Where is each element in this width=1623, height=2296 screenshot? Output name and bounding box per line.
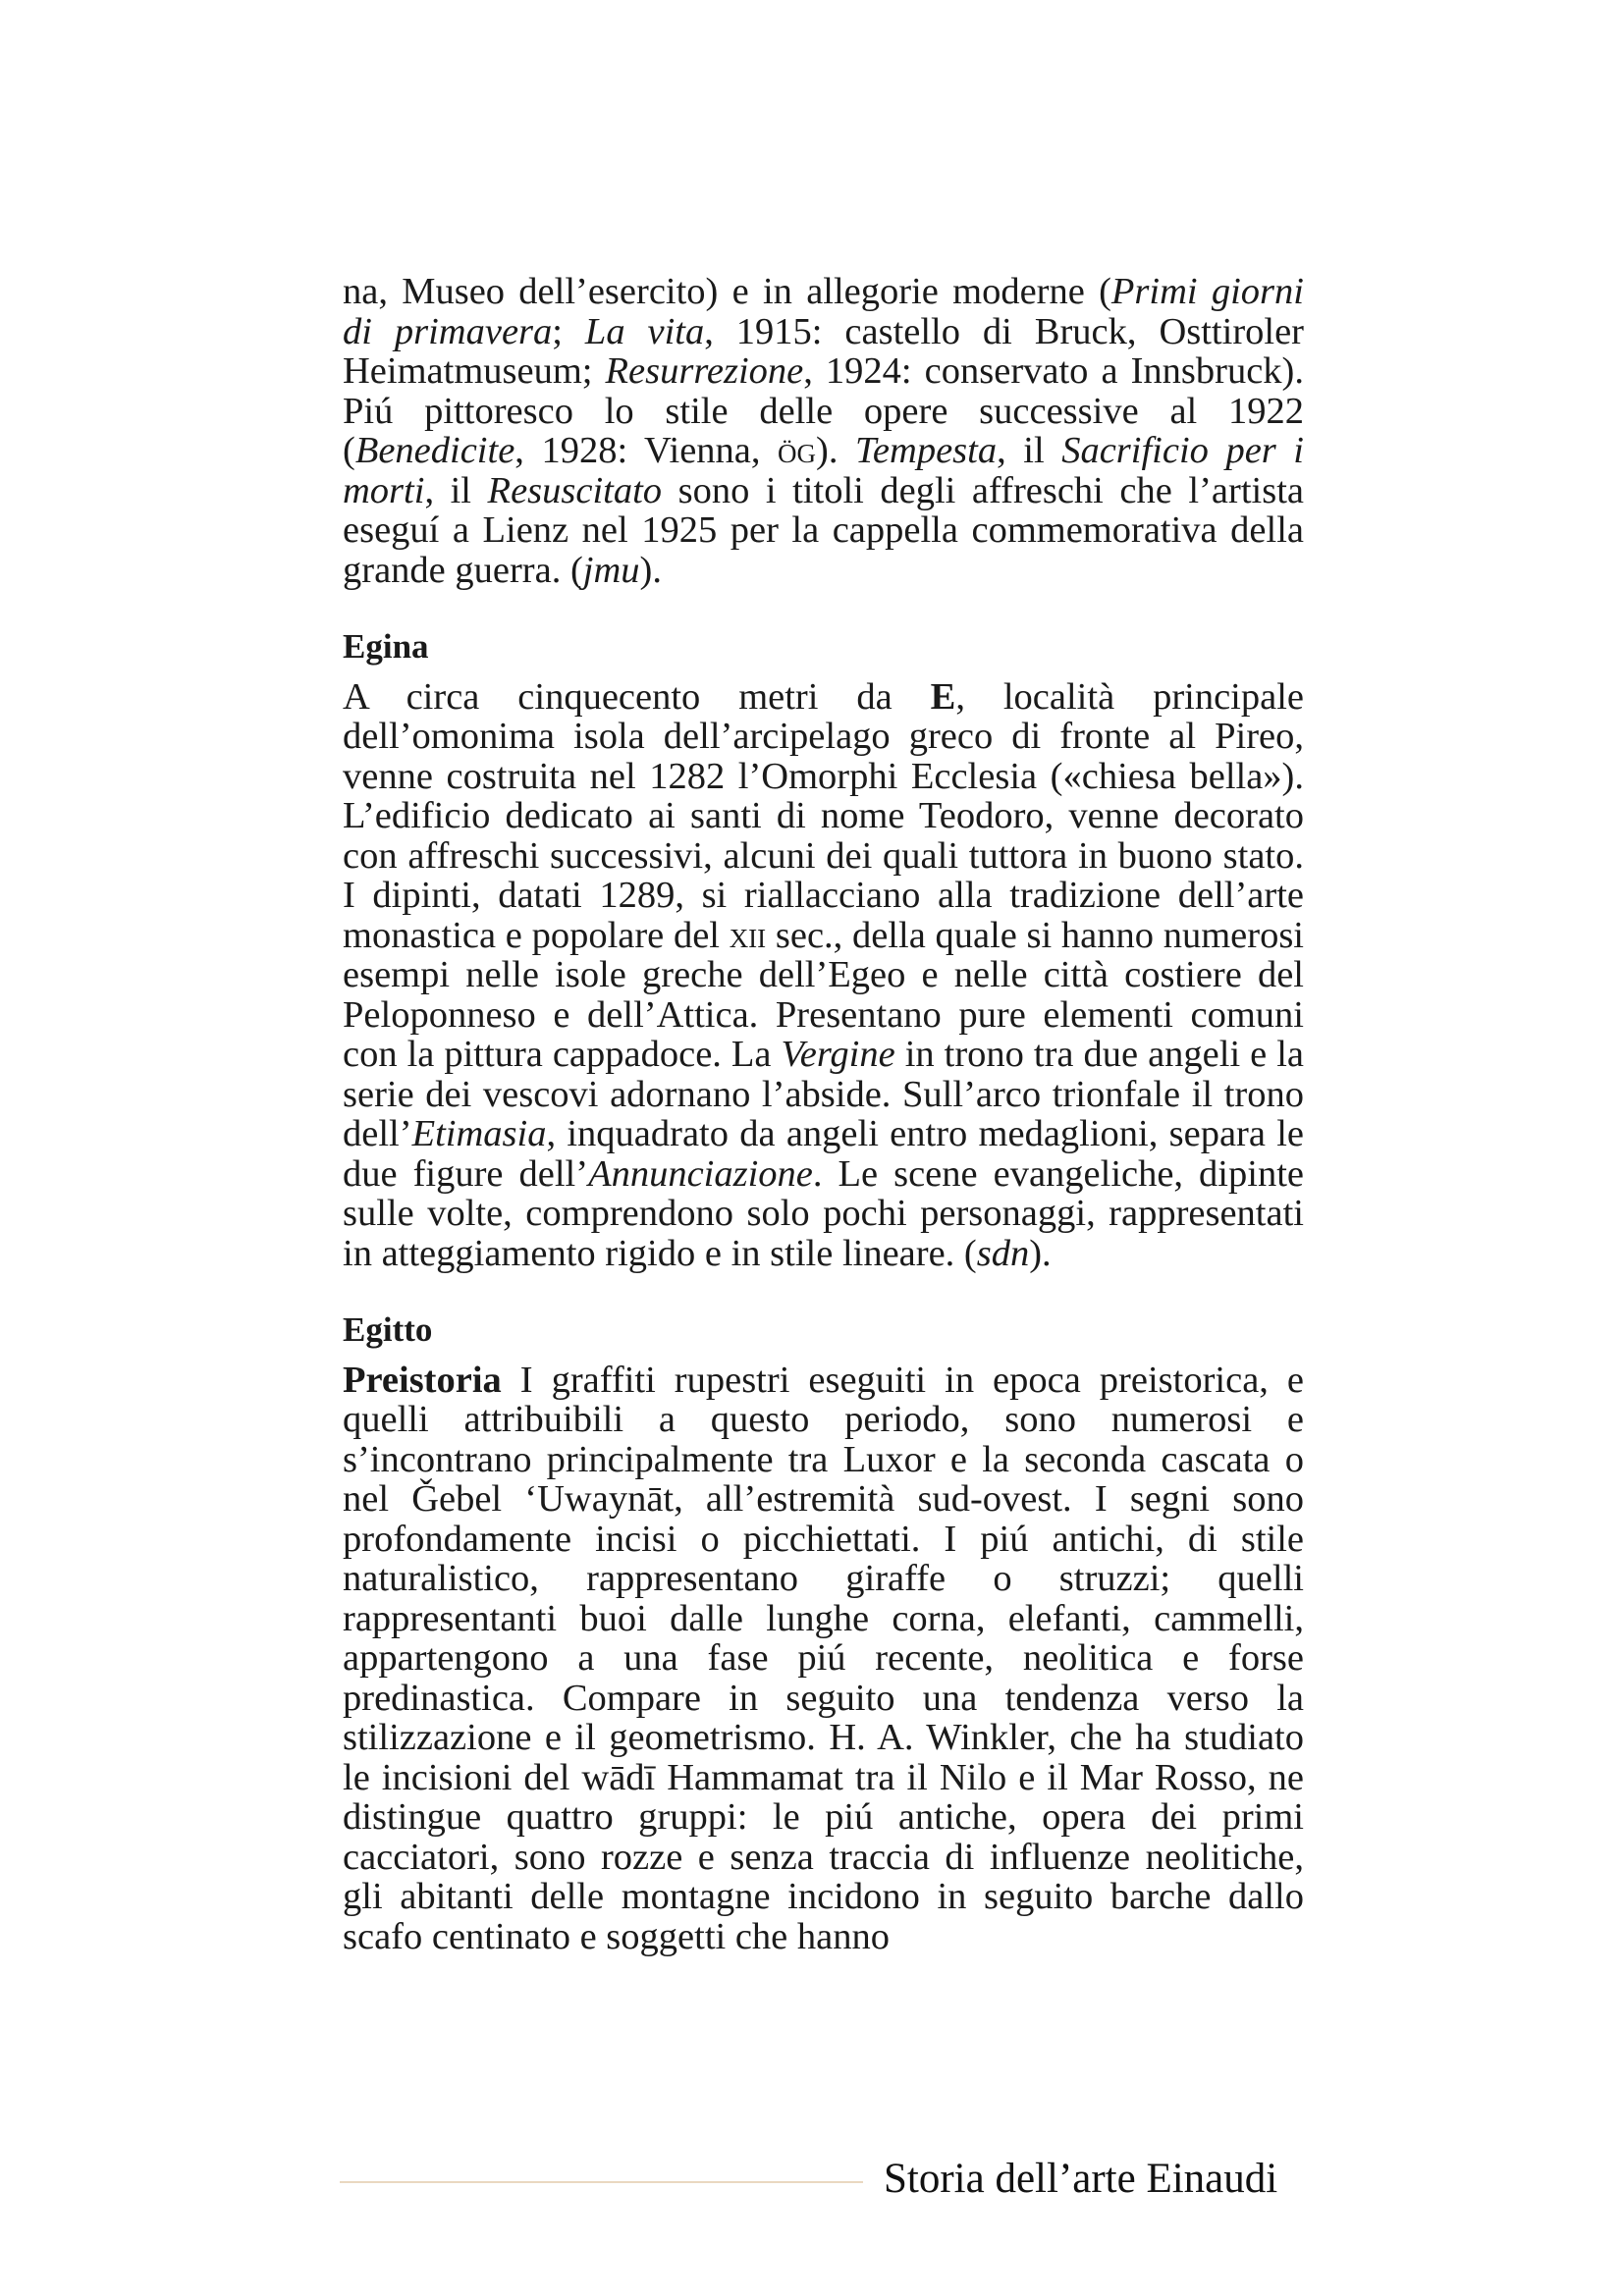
text-run: . Le scene evangeliche, dipinte sulle volte, comprendono solo pochi personaggi, rappresentati in atteggiamento rigido e in stile lineare. ( — [343, 1152, 1304, 1274]
text-run: sec., della quale si hanno numerosi esempi nelle isole greche dell’Egeo e nelle città costiere del Peloponneso e dell’Attica. Presentano pure elementi comuni con la pittura cappadoce. La — [343, 914, 1304, 1075]
entry-heading-egina: Egina — [343, 627, 429, 666]
artwork-title: Resuscitato — [487, 469, 663, 511]
paragraph-continuation — [343, 272, 1304, 590]
section-subheading: Preistoria — [343, 1359, 502, 1401]
text-run: , inquadrato da angeli entro medaglioni, separa le due figure dell’ — [343, 1113, 1304, 1195]
text-run: , 1915: castello di Bruck, Osttiroler Heimatmuseum; — [343, 310, 1304, 392]
text-run: A circa cinquecento metri da — [343, 675, 931, 718]
artwork-title: Benedicite — [354, 430, 515, 471]
text-run: , località principale dell’omonima isola dell’arcipelago greco di fronte al Pireo, venne costruita nel 1282 l’Omorphi Ecclesia («chiesa bella»). L’edificio dedicato ai santi di nome Teodoro, venne decorato con affreschi successivi, alcuni dei quali tuttora in buono stato. I dipinti, datati 1289, si riallacciano alla tradizione dell’arte monastica e popolare del — [343, 675, 1304, 956]
artwork-title: Vergine — [781, 1034, 895, 1075]
museum-abbreviation: ög — [778, 430, 817, 471]
entry-heading-egitto: Egitto — [343, 1310, 433, 1349]
text-run: sono i titoli degli affreschi che l’artista eseguí a Lienz nel 1925 per la cappella commemorativa della grande guerra. ( — [343, 469, 1304, 591]
artwork-title: Tempesta — [855, 430, 998, 471]
page-body — [343, 272, 1304, 1956]
author-initials: sdn — [976, 1232, 1030, 1274]
artwork-title: Resurrezione — [605, 350, 804, 392]
text-run: ; — [552, 310, 585, 352]
artwork-title: Primi giorni di primavera — [343, 271, 1304, 352]
footer-publication-title: Storia dell’arte Einaudi — [884, 2156, 1278, 2202]
artwork-title: La vita — [584, 310, 705, 352]
artwork-title: Etimasia — [411, 1113, 547, 1154]
century-numeral: xii — [729, 914, 767, 956]
text-run: na, Museo dell’esercito) e in allegorie moderne ( — [343, 271, 1111, 312]
entry-body-egina — [343, 677, 1304, 1274]
text-run: , 1928: Vienna, — [514, 430, 779, 471]
author-initials: jmu — [582, 549, 640, 591]
footer-divider — [340, 2181, 863, 2183]
entry-body-egitto — [343, 1361, 1304, 1957]
text-run: , 1924: conservato a Innsbruck). Piú pittoresco lo stile delle opere successive al 1922 ( — [343, 350, 1304, 471]
entry-abbreviation: E — [930, 675, 956, 718]
artwork-title: Sacrificio per i morti — [343, 430, 1304, 511]
text-run: , il — [997, 430, 1062, 471]
artwork-title: Annunciazione — [588, 1152, 813, 1195]
text-run: ). — [639, 549, 662, 591]
text-run: ). — [816, 430, 856, 471]
text-run: ). — [1029, 1232, 1052, 1274]
text-run: I graffiti rupestri eseguiti in epoca preistorica, e quelli attribuibili a questo periodo, sono numerosi e s’incontrano principalmente tra Luxor e la seconda cascata o nel Ǧebel ‘Uwaynāt, all’estremità sud-ovest. I segni sono profondamente incisi o picchiettati. I piú antichi, di stile naturalistico, rappresentano giraffe o struzzi; quelli rappresentanti buoi dalle lunghe corna, elefanti, cammelli, appartengono a una fase piú recente, neolitica e forse predinastica. Compare in seguito una tendenza verso la stilizzazione e il geometrismo. H. A. Winkler, che ha studiato le incisioni del wādī Hammamat tra il Nilo e il Mar Rosso, ne distingue quattro gruppi: le piú antiche, opera dei primi cacciatori, sono rozze e senza traccia di influenze neolitiche, gli abitanti delle montagne incidono in seguito barche dallo scafo centinato e soggetti che hanno — [343, 1359, 1304, 1957]
text-run: , il — [424, 469, 488, 511]
text-run: in trono tra due angeli e la serie dei vescovi adornano l’abside. Sull’arco trionfale il trono dell’ — [343, 1034, 1304, 1154]
